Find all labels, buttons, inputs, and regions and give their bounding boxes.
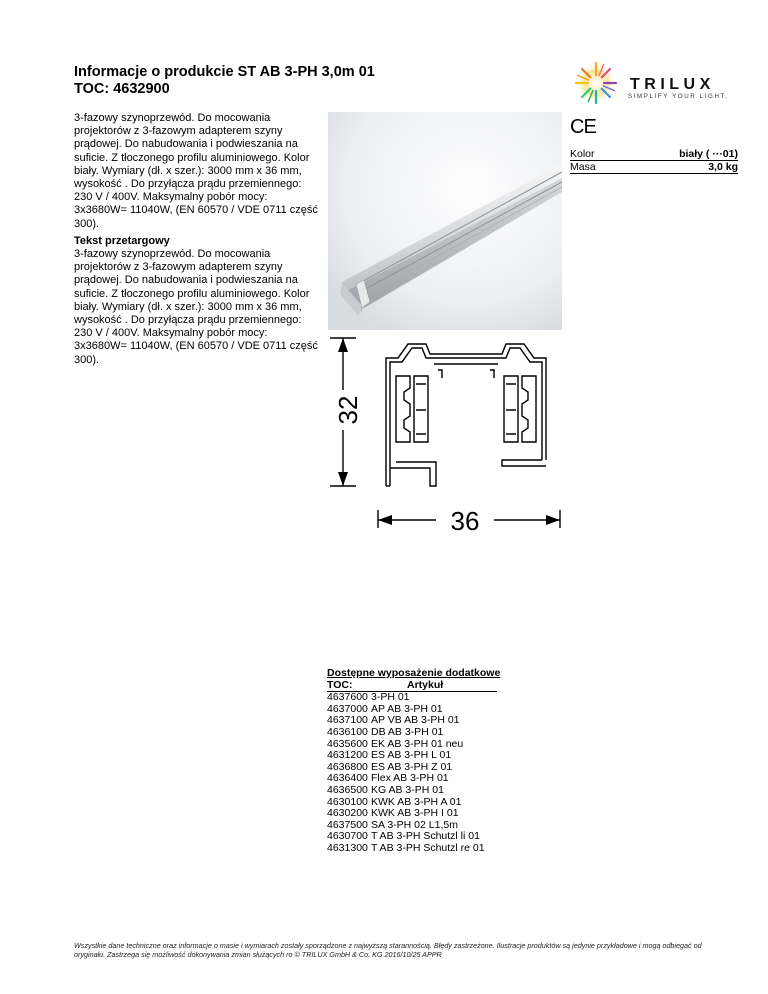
list-item <box>327 808 500 820</box>
title-line-2: TOC: 4632900 <box>74 81 170 97</box>
accessory-toc: 4637600 <box>327 691 368 704</box>
tender-text: 3-fazowy szynoprzewód. Do mocowania projektorów z 3-fazowym adapterem szyny prądowej. Do nabudowania i podwieszania na suficie. Z tłoczonego profilu aluminiowego. Kolor biały. Wymiary (dł. x szer.): 3000 mm x 36 mm, wysokość . Do przyłącza prądu przemiennego: 230 V / 400V. Maksymalny pobór mocy: 3x3680W= 11040W, (EN 60570 / VDE 0711 część 300). <box>74 248 318 366</box>
accessory-article: ES AB 3-PH Z 01 <box>371 760 453 773</box>
col-article: Artykuł <box>407 678 444 691</box>
accessory-article: Flex AB 3-PH 01 <box>371 772 449 785</box>
accessory-toc: 4636800 <box>327 760 368 773</box>
accessory-toc: 4637000 <box>327 702 368 715</box>
property-label: Masa <box>570 161 596 173</box>
accessory-article: KWK AB 3-PH A 01 <box>371 795 462 808</box>
ce-mark-icon: CE <box>570 116 596 138</box>
width-label: 36 <box>450 506 480 536</box>
height-label: 32 <box>332 395 363 425</box>
title-line-1: Informacje o produkcie ST AB 3-PH 3,0m 01 <box>74 64 375 80</box>
list-item <box>327 727 500 739</box>
property-value: 3,0 kg <box>708 161 738 173</box>
property-row-color <box>570 148 738 161</box>
accessory-toc: 4630200 <box>327 807 368 820</box>
logo-tagline: SIMPLIFY YOUR LIGHT. <box>628 93 729 100</box>
accessories-list <box>327 668 500 855</box>
list-item <box>327 750 500 762</box>
accessory-article: T AB 3-PH Schutzl li 01 <box>371 830 480 843</box>
accessory-article: AP AB 3-PH 01 <box>371 702 443 715</box>
property-value: biały ( ···01) <box>679 148 738 160</box>
accessory-toc: 4630100 <box>327 795 368 808</box>
accessory-article: KWK AB 3-PH I 01 <box>371 807 459 820</box>
accessory-toc: 4637500 <box>327 818 368 831</box>
page-title <box>74 64 375 98</box>
tender-heading: Tekst przetargowy <box>74 235 170 247</box>
accessory-article: EK AB 3-PH 01 neu <box>371 737 464 750</box>
accessory-toc: 4636400 <box>327 772 368 785</box>
properties-table <box>570 148 738 174</box>
property-row-mass <box>570 161 738 174</box>
accessory-article: AP VB AB 3-PH 01 <box>371 714 460 727</box>
accessory-article: ES AB 3-PH L 01 <box>371 749 452 762</box>
dimension-drawing <box>326 330 566 538</box>
accessory-toc: 4631200 <box>327 749 368 762</box>
accessory-toc: 4631300 <box>327 841 368 854</box>
accessory-toc: 4635600 <box>327 737 368 750</box>
accessory-article: 3-PH 01 <box>371 691 410 704</box>
list-item <box>327 785 500 797</box>
accessory-article: DB AB 3-PH 01 <box>371 725 444 738</box>
accessory-article: SA 3-PH 02 L1,5m <box>371 818 458 831</box>
product-photo <box>328 112 562 330</box>
accessory-toc: 4630700 <box>327 830 368 843</box>
logo-brand: TRILUX <box>630 76 715 93</box>
accessory-toc: 4636100 <box>327 725 368 738</box>
accessory-toc: 4636500 <box>327 783 368 796</box>
accessory-toc: 4637100 <box>327 714 368 727</box>
accessory-article: T AB 3-PH Schutzl re 01 <box>371 841 485 854</box>
accessory-article: KG AB 3-PH 01 <box>371 783 444 796</box>
accessories-title: Dostępne wyposażenie dodatkowe <box>327 667 501 679</box>
list-item <box>327 843 500 855</box>
property-label: Kolor <box>570 148 595 160</box>
product-description: 3-fazowy szynoprzewód. Do mocowania projektorów z 3-fazowym adapterem szyny prądowej. Do nabudowania i podwieszania na suficie. Z tłoczonego profilu aluminiowego. Kolor biały. Wymiary (dł. x szer.): 3000 mm x 36 mm, wysokość . Do przyłącza prądu przemiennego: 230 V / 400V. Maksymalny pobór mocy: 3x3680W= 11040W, (EN 60570 / VDE 0711 część 300). <box>74 112 318 230</box>
col-toc: TOC: <box>327 678 353 691</box>
footer-disclaimer: Wszystkie dane techniczne oraz informacje o masie i wymiarach zostały sporządzone z najwyższą starannością. Błędy zastrzeżone. Ilustracje produktów są jedynie przykładowe i mogą odbiegać od oryginału. Zastrzega się możliwość dokonywania zmian służących ro © TRILUX GmbH & Co. KG 2016/10/25 APPR <box>74 941 702 959</box>
